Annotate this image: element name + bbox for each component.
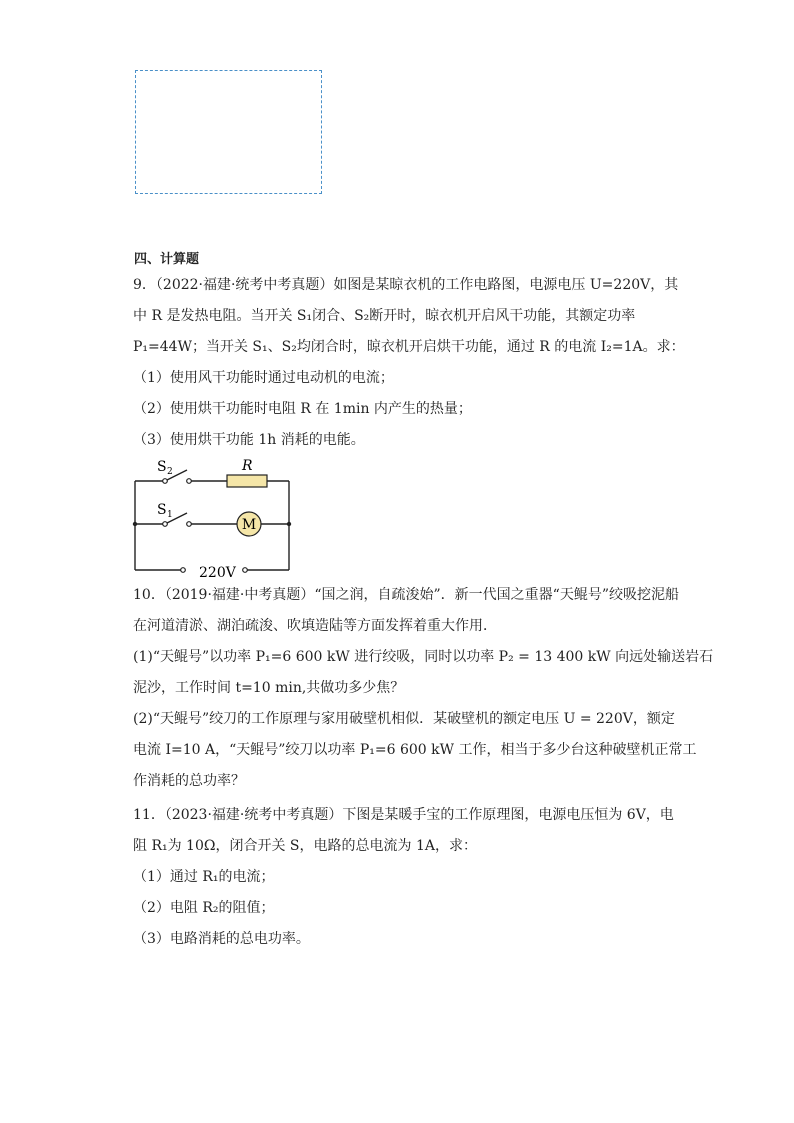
source-label: 220V <box>199 565 236 581</box>
q10-line-7: 作消耗的总功率？ <box>133 773 245 789</box>
q11-sub-2: （2）电阻 R₂的阻值； <box>133 900 275 916</box>
switch1-terminal-left <box>163 522 168 527</box>
switch2-label: S <box>157 459 167 475</box>
source-terminal-left <box>181 568 186 573</box>
q9-line-1: 9．（2022·福建·统考中考真题）如图是某晾衣机的工作电路图，电源电压 U=220V，其 <box>133 277 679 293</box>
resistor-label: R <box>242 458 253 474</box>
q11-sub-1: （1）通过 R₁的电流； <box>133 869 275 885</box>
q9-sub-3: （3）使用烘干功能 1h 消耗的电能。 <box>133 432 365 448</box>
motor-label: M <box>241 517 257 533</box>
q10-line-1: 10．（2019·福建·中考真题）“国之润，自疏浚始”．新一代国之重器“天鲲号”绞吸挖泥船 <box>133 587 679 603</box>
switch1-subscript: 1 <box>167 510 173 520</box>
switch2-terminal-left <box>163 479 168 484</box>
resistor <box>227 475 267 487</box>
q9-sub-1: （1）使用风干功能时通过电动机的电流； <box>133 370 394 386</box>
q11-sub-3: （3）电路消耗的总电功率。 <box>133 931 310 947</box>
q10-line-4: 泥沙，工作时间 t=10 min,共做功多少焦？ <box>133 680 405 696</box>
switch2-terminal-right <box>187 479 192 484</box>
switch2-subscript: 2 <box>167 467 173 477</box>
source-terminal-right <box>243 568 248 573</box>
q9-line-2: 中 R 是发热电阻。当开关 S₁闭合、S₂断开时，晾衣机开启风干功能，其额定功率 <box>133 308 636 324</box>
q11-line-2: 阻 R₁为 10Ω，闭合开关 S，电路的总电流为 1A，求： <box>133 838 477 854</box>
switch1-terminal-right <box>187 522 192 527</box>
switch1-label: S <box>157 502 167 518</box>
q9-line-3: P₁=44W；当开关 S₁、S₂均闭合时，晾衣机开启烘干功能，通过 R 的电流 I₂=1A。求： <box>133 339 685 355</box>
q10-line-5: (2)“天鲲号”绞刀的工作原理与家用破壁机相似．某破壁机的额定电压 U = 220V，额定 <box>133 711 675 727</box>
section-heading: 四、计算题 <box>134 252 200 267</box>
q10-line-2: 在河道清淤、湖泊疏浚、吹填造陆等方面发挥着重大作用． <box>133 618 497 634</box>
circuit-diagram <box>125 455 305 583</box>
answer-placeholder-box <box>135 70 322 194</box>
q10-line-6: 电流 I=10 A，“天鲲号”绞刀以功率 P₁=6 600 kW 工作，相当于多少台这种破壁机正常工 <box>133 742 697 758</box>
q9-sub-2: （2）使用烘干功能时电阻 R 在 1min 内产生的热量； <box>133 401 472 417</box>
q10-line-3: (1)“天鲲号”以功率 P₁=6 600 kW 进行绞吸，同时以功率 P₂ = 13 400 kW 向远处输送岩石 <box>133 649 714 665</box>
q11-line-1: 11．（2023·福建·统考中考真题）下图是某暖手宝的工作原理图，电源电压恒为 6V，电 <box>133 807 674 823</box>
